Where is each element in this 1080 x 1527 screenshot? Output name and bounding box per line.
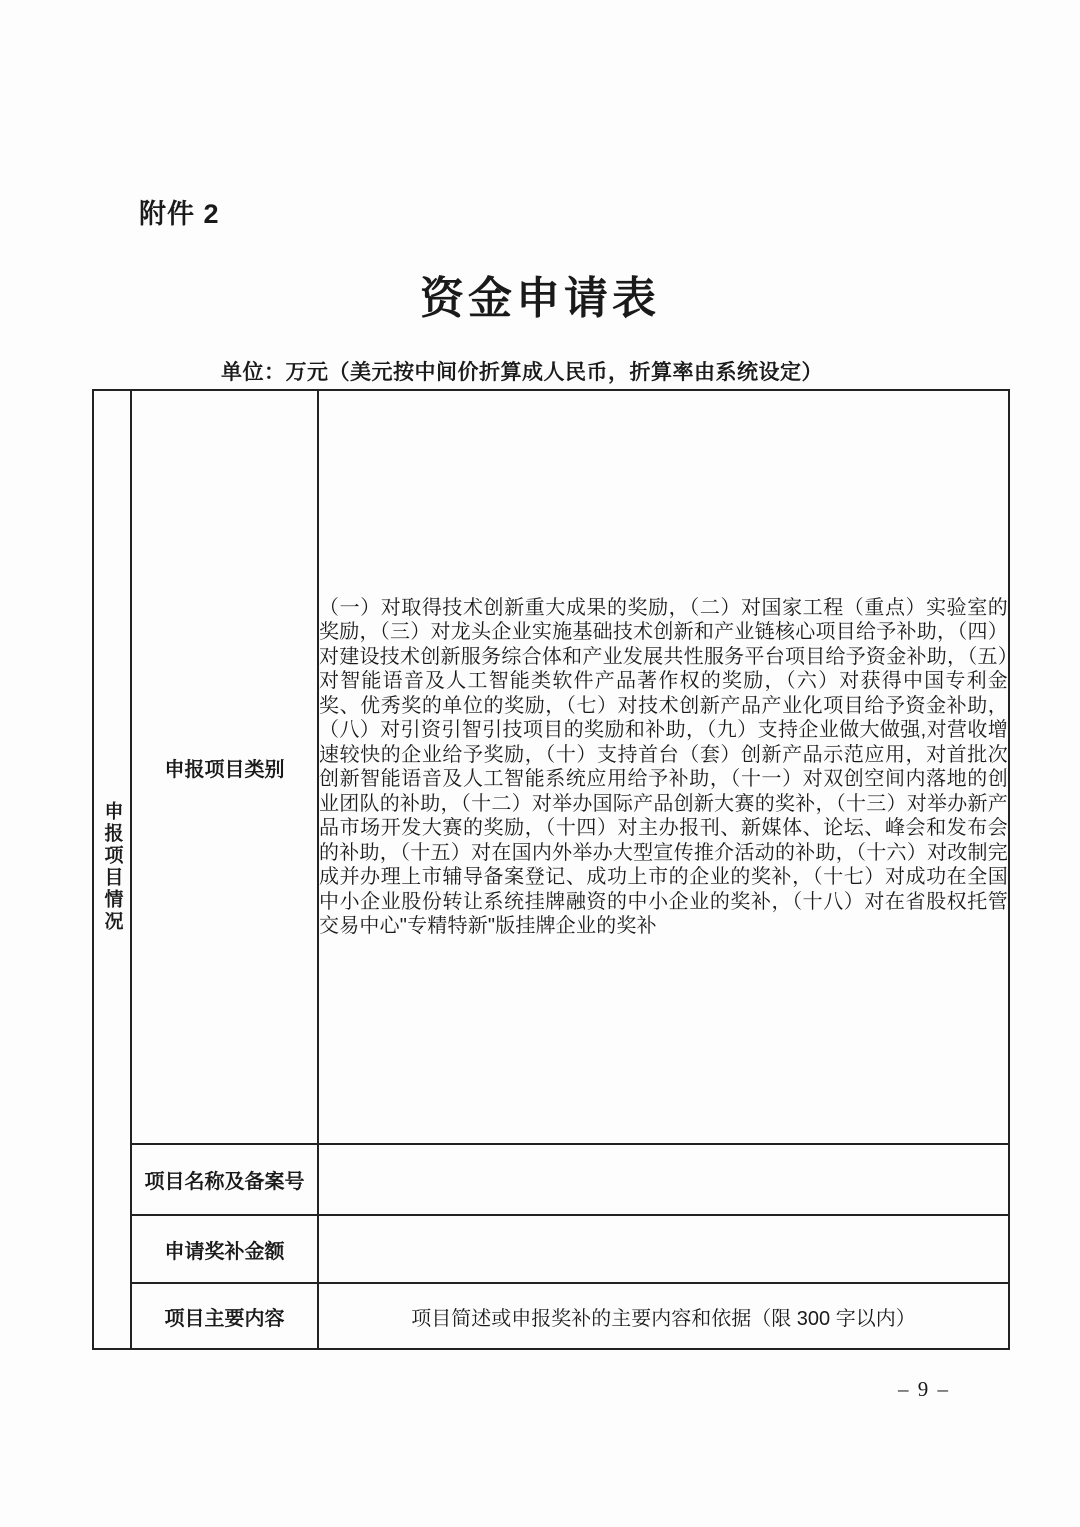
group-label-cell	[93, 390, 131, 1349]
project-name-value	[318, 1144, 1009, 1215]
page-number: – 9 –	[898, 1377, 950, 1401]
group-label: 申报项目情况	[101, 801, 123, 933]
grant-amount-value	[318, 1215, 1009, 1283]
page-title: 资金申请表	[420, 274, 660, 323]
table-row	[93, 390, 1009, 1144]
project-category-description: （一）对取得技术创新重大成果的奖励，（二）对国家工程（重点）实验室的奖励，（三）对龙头企业实施基础技术创新和产业链核心项目给予补助，（四）对建设技术创新服务综合体和产业发展共性服务平台项目给予资金补助，（五）对智能语音及人工智能类软件产品著作权的奖励，（六）对获得中国专利金奖、优秀奖的单位的奖励，（七）对技术创新产品产业化项目给予资金补助，（八）对引资引智引技项目的奖励和补助，（九）支持企业做大做强,对营收增速较快的企业给予奖励，（十）支持首台（套）创新产品示范应用，对首批次创新智能语音及人工智能系统应用给予补助，（十一）对双创空间内落地的创业团队的补助，（十二）对举办国际产品创新大赛的奖补，（十三）对举办新产品市场开发大赛的奖励，（十四）对主办报刊、新媒体、论坛、峰会和发布会的补助，（十五）对在国内外举办大型宣传推介活动的补助，（十六）对改制完成并办理上市辅导备案登记、成功上市的企业的奖补，（十七）对成功在全国中小企业股份转让系统挂牌融资的中小企业的奖补，（十八）对在省股权托管交易中心"专精特新"版挂牌企业的奖补	[318, 390, 1009, 1144]
row-label-project-category: 申报项目类别	[131, 390, 318, 1144]
project-content-hint: 项目简述或申报奖补的主要内容和依据（限 300 字以内）	[318, 1283, 1009, 1349]
attachment-label: 附件 2	[139, 199, 220, 229]
row-label-project-name: 项目名称及备案号	[131, 1144, 318, 1215]
row-label-project-content: 项目主要内容	[131, 1283, 318, 1349]
table-row	[93, 1215, 1009, 1283]
row-label-grant-amount: 申请奖补金额	[131, 1215, 318, 1283]
application-table	[92, 389, 1010, 1348]
unit-note: 单位：万元（美元按中间价折算成人民币，折算率由系统设定）	[221, 361, 823, 384]
table-row	[93, 1283, 1009, 1349]
table-row	[93, 1144, 1009, 1215]
